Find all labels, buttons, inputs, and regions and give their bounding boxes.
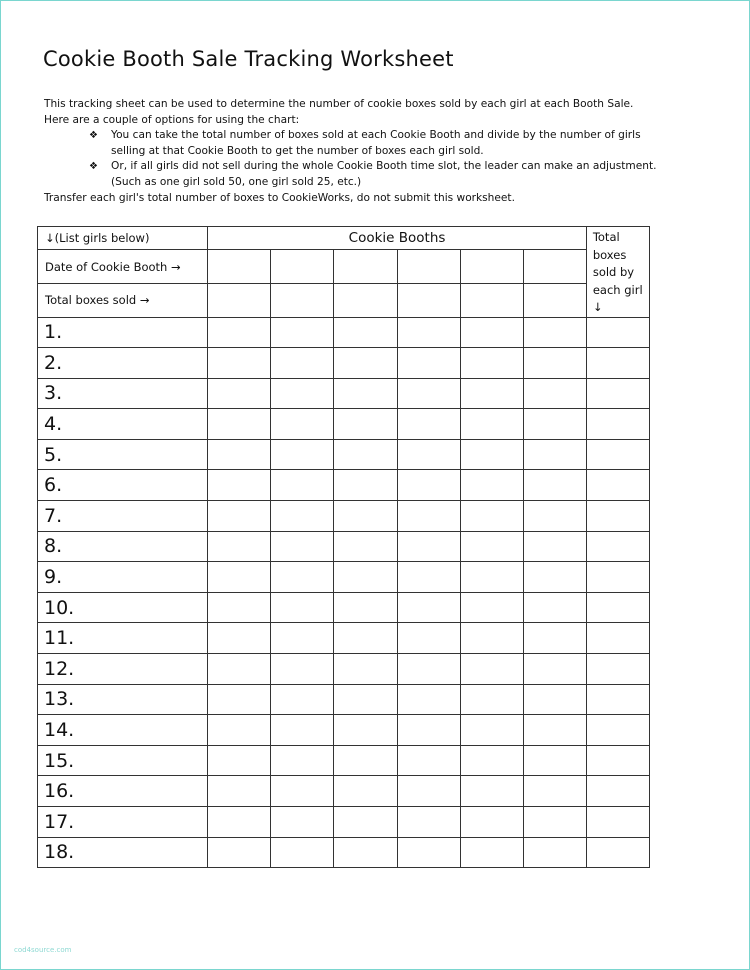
boxes-sold-cell[interactable] <box>397 592 460 623</box>
girl-total-cell[interactable] <box>586 837 649 868</box>
girl-row <box>38 348 650 379</box>
option-text: (Such as one girl sold 50, one girl sold 25, etc.) <box>111 175 362 188</box>
boxes-sold-cell[interactable] <box>208 501 271 532</box>
boxes-sold-cell[interactable] <box>523 439 586 470</box>
boxes-sold-cell[interactable] <box>271 348 334 379</box>
boxes-sold-cell[interactable] <box>208 378 271 409</box>
girl-row <box>38 409 650 440</box>
girl-row-number: 1. <box>38 317 208 348</box>
girl-row <box>38 745 650 776</box>
girl-row-number: 2. <box>38 348 208 379</box>
girl-row <box>38 715 650 746</box>
girl-row <box>38 470 650 501</box>
girl-row <box>38 317 650 348</box>
girl-row-number: 15. <box>38 745 208 776</box>
boxes-sold-cell[interactable] <box>334 592 397 623</box>
boxes-sold-cell[interactable] <box>208 317 271 348</box>
boxes-sold-cell[interactable] <box>334 807 397 838</box>
boxes-sold-cell[interactable] <box>523 623 586 654</box>
boxes-sold-cell[interactable] <box>523 531 586 562</box>
intro-line: Here are a couple of options for using the chart: <box>44 113 300 126</box>
boxes-sold-cell[interactable] <box>523 501 586 532</box>
boxes-sold-cell[interactable] <box>523 807 586 838</box>
boxes-sold-cell[interactable] <box>271 623 334 654</box>
boxes-sold-cell[interactable] <box>271 592 334 623</box>
boxes-sold-cell[interactable] <box>523 837 586 868</box>
girl-total-cell[interactable] <box>586 501 649 532</box>
boxes-sold-cell[interactable] <box>523 409 586 440</box>
date-cell[interactable] <box>208 250 271 284</box>
girl-total-cell[interactable] <box>586 439 649 470</box>
boxes-sold-cell[interactable] <box>334 715 397 746</box>
boxes-sold-cell[interactable] <box>271 562 334 593</box>
boxes-sold-cell[interactable] <box>208 623 271 654</box>
girl-total-cell[interactable] <box>586 807 649 838</box>
date-of-booth-label: Date of Cookie Booth → <box>38 250 208 284</box>
boxes-sold-cell[interactable] <box>397 807 460 838</box>
girl-row-number: 14. <box>38 715 208 746</box>
boxes-sold-cell[interactable] <box>397 470 460 501</box>
boxes-sold-cell[interactable] <box>523 378 586 409</box>
girl-row-number: 12. <box>38 654 208 685</box>
girl-total-cell[interactable] <box>586 684 649 715</box>
girl-total-cell[interactable] <box>586 409 649 440</box>
girl-row-number: 3. <box>38 378 208 409</box>
girl-row-number: 13. <box>38 684 208 715</box>
girl-row-number: 7. <box>38 501 208 532</box>
boxes-sold-cell[interactable] <box>460 592 523 623</box>
boxes-sold-cell[interactable] <box>460 654 523 685</box>
boxes-sold-cell[interactable] <box>397 623 460 654</box>
boxes-sold-cell[interactable] <box>523 592 586 623</box>
date-cell[interactable] <box>523 250 586 284</box>
boxes-sold-cell[interactable] <box>334 501 397 532</box>
boxes-sold-cell[interactable] <box>271 378 334 409</box>
boxes-sold-cell[interactable] <box>208 409 271 440</box>
boxes-sold-cell[interactable] <box>460 470 523 501</box>
boxes-sold-cell[interactable] <box>271 439 334 470</box>
boxes-sold-cell[interactable] <box>334 409 397 440</box>
total-header-line: boxes <box>592 247 627 262</box>
boxes-sold-cell[interactable] <box>523 684 586 715</box>
tracking-table <box>37 226 650 868</box>
transfer-note: Transfer each girl's total number of boxes to CookieWorks, do not submit this worksheet. <box>44 191 515 204</box>
total-header-line: each girl <box>592 282 643 297</box>
boxes-sold-cell[interactable] <box>271 837 334 868</box>
boxes-sold-cell[interactable] <box>460 531 523 562</box>
boxes-sold-cell[interactable] <box>460 439 523 470</box>
boxes-sold-cell[interactable] <box>460 317 523 348</box>
boxes-sold-cell[interactable] <box>460 378 523 409</box>
girl-row <box>38 623 650 654</box>
boxes-sold-cell[interactable] <box>208 562 271 593</box>
option-item <box>89 128 684 159</box>
total-header-line: sold by <box>592 265 635 279</box>
diamond-bullet-icon: ❖ <box>89 161 98 173</box>
date-cell[interactable] <box>397 250 460 284</box>
girl-total-cell[interactable] <box>586 348 649 379</box>
total-header-line: Total <box>592 230 620 244</box>
boxes-sold-cell[interactable] <box>334 317 397 348</box>
girl-row-number: 16. <box>38 776 208 807</box>
boxes-sold-cell[interactable] <box>460 623 523 654</box>
option-text: Or, if all girls did not sell during the whole Cookie Booth time slot, the leader can make an adjustment. <box>111 160 657 173</box>
boxes-sold-cell[interactable] <box>460 837 523 868</box>
boxes-sold-cell[interactable] <box>397 715 460 746</box>
boxes-sold-cell[interactable] <box>460 684 523 715</box>
boxes-sold-cell[interactable] <box>397 776 460 807</box>
date-cell[interactable] <box>334 250 397 284</box>
girl-total-cell[interactable] <box>586 562 649 593</box>
girl-row-number: 10. <box>38 592 208 623</box>
girl-total-cell[interactable] <box>586 623 649 654</box>
boxes-sold-cell[interactable] <box>460 807 523 838</box>
boxes-sold-cell[interactable] <box>271 409 334 440</box>
boxes-sold-cell[interactable] <box>208 348 271 379</box>
option-item <box>89 159 684 190</box>
boxes-sold-cell[interactable] <box>397 317 460 348</box>
booth-total-cell[interactable] <box>208 284 271 317</box>
boxes-sold-cell[interactable] <box>460 501 523 532</box>
girl-row-number: 4. <box>38 409 208 440</box>
booth-total-cell[interactable] <box>460 284 523 317</box>
boxes-sold-cell[interactable] <box>523 745 586 776</box>
girl-total-cell[interactable] <box>586 654 649 685</box>
boxes-sold-cell[interactable] <box>460 745 523 776</box>
boxes-sold-cell[interactable] <box>523 654 586 685</box>
girl-row <box>38 776 650 807</box>
boxes-sold-cell[interactable] <box>523 470 586 501</box>
watermark: cod4source.com <box>14 946 72 954</box>
boxes-sold-cell[interactable] <box>460 776 523 807</box>
boxes-sold-cell[interactable] <box>208 807 271 838</box>
boxes-sold-cell[interactable] <box>397 348 460 379</box>
girl-row-number: 5. <box>38 439 208 470</box>
boxes-sold-cell[interactable] <box>208 745 271 776</box>
boxes-sold-cell[interactable] <box>334 470 397 501</box>
boxes-sold-cell[interactable] <box>208 715 271 746</box>
boxes-sold-cell[interactable] <box>523 562 586 593</box>
girl-row <box>38 562 650 593</box>
boxes-sold-cell[interactable] <box>523 715 586 746</box>
intro-line: This tracking sheet can be used to determine the number of cookie boxes sold by each girl at each Booth Sale. <box>44 98 634 110</box>
boxes-sold-cell[interactable] <box>460 348 523 379</box>
boxes-sold-cell[interactable] <box>397 409 460 440</box>
girl-row <box>38 837 650 868</box>
boxes-sold-cell[interactable] <box>460 409 523 440</box>
boxes-sold-cell[interactable] <box>271 776 334 807</box>
boxes-sold-cell[interactable] <box>208 470 271 501</box>
boxes-sold-cell[interactable] <box>208 531 271 562</box>
boxes-sold-cell[interactable] <box>334 531 397 562</box>
cookie-booths-header: Cookie Booths <box>208 227 587 250</box>
boxes-sold-cell[interactable] <box>334 562 397 593</box>
boxes-sold-cell[interactable] <box>334 623 397 654</box>
boxes-sold-cell[interactable] <box>208 592 271 623</box>
boxes-sold-cell[interactable] <box>334 776 397 807</box>
boxes-sold-cell[interactable] <box>334 439 397 470</box>
boxes-sold-cell[interactable] <box>523 348 586 379</box>
girl-row <box>38 439 650 470</box>
boxes-sold-cell[interactable] <box>460 562 523 593</box>
girl-row-number: 9. <box>38 562 208 593</box>
girl-row-number: 8. <box>38 531 208 562</box>
boxes-sold-cell[interactable] <box>397 378 460 409</box>
girl-row <box>38 684 650 715</box>
date-cell[interactable] <box>271 250 334 284</box>
girl-row <box>38 501 650 532</box>
option-text: selling at that Cookie Booth to get the number of boxes each girl sold. <box>111 144 484 157</box>
girl-total-cell[interactable] <box>586 776 649 807</box>
boxes-sold-cell[interactable] <box>397 837 460 868</box>
boxes-sold-cell[interactable] <box>397 654 460 685</box>
boxes-sold-cell[interactable] <box>397 745 460 776</box>
boxes-sold-cell[interactable] <box>397 439 460 470</box>
girl-row <box>38 592 650 623</box>
girl-total-cell[interactable] <box>586 531 649 562</box>
boxes-sold-cell[interactable] <box>208 776 271 807</box>
boxes-sold-cell[interactable] <box>271 317 334 348</box>
booth-total-cell[interactable] <box>523 284 586 317</box>
down-arrow-icon: ↓ <box>592 300 603 314</box>
girl-row <box>38 531 650 562</box>
boxes-sold-cell[interactable] <box>271 684 334 715</box>
boxes-sold-cell[interactable] <box>334 378 397 409</box>
boxes-sold-cell[interactable] <box>334 837 397 868</box>
boxes-sold-cell[interactable] <box>208 837 271 868</box>
instructions <box>44 97 684 206</box>
boxes-sold-cell[interactable] <box>397 501 460 532</box>
boxes-sold-cell[interactable] <box>523 317 586 348</box>
date-cell[interactable] <box>460 250 523 284</box>
document-title: Cookie Booth Sale Tracking Worksheet <box>43 47 454 71</box>
boxes-sold-cell[interactable] <box>334 684 397 715</box>
girl-total-cell[interactable] <box>586 378 649 409</box>
boxes-sold-cell[interactable] <box>460 715 523 746</box>
boxes-sold-cell[interactable] <box>271 745 334 776</box>
total-boxes-sold-label: Total boxes sold → <box>38 284 208 317</box>
girl-total-cell[interactable] <box>586 745 649 776</box>
option-text: You can take the total number of boxes sold at each Cookie Booth and divide by the number of girls <box>111 129 641 142</box>
girl-row <box>38 654 650 685</box>
girl-total-cell[interactable] <box>586 592 649 623</box>
girl-total-cell[interactable] <box>586 317 649 348</box>
boxes-sold-cell[interactable] <box>397 531 460 562</box>
girl-row-number: 18. <box>38 837 208 868</box>
boxes-sold-cell[interactable] <box>208 439 271 470</box>
boxes-sold-cell[interactable] <box>397 684 460 715</box>
girl-row <box>38 807 650 838</box>
boxes-sold-cell[interactable] <box>208 654 271 685</box>
girl-row-number: 6. <box>38 470 208 501</box>
girl-total-cell[interactable] <box>586 470 649 501</box>
diamond-bullet-icon: ❖ <box>89 130 98 142</box>
boxes-sold-cell[interactable] <box>271 654 334 685</box>
list-girls-header: ↓(List girls below) <box>38 227 208 250</box>
options-list <box>44 128 684 190</box>
boxes-sold-cell[interactable] <box>271 715 334 746</box>
boxes-sold-cell[interactable] <box>271 470 334 501</box>
girl-total-cell[interactable] <box>586 715 649 746</box>
boxes-sold-cell[interactable] <box>271 807 334 838</box>
booth-total-cell[interactable] <box>271 284 334 317</box>
boxes-sold-cell[interactable] <box>208 684 271 715</box>
boxes-sold-cell[interactable] <box>334 654 397 685</box>
boxes-sold-cell[interactable] <box>271 531 334 562</box>
girl-row-number: 17. <box>38 807 208 838</box>
boxes-sold-cell[interactable] <box>271 501 334 532</box>
booth-total-cell[interactable] <box>334 284 397 317</box>
booth-total-cell[interactable] <box>397 284 460 317</box>
boxes-sold-cell[interactable] <box>334 348 397 379</box>
girl-row-number: 11. <box>38 623 208 654</box>
girl-row <box>38 378 650 409</box>
boxes-sold-cell[interactable] <box>523 776 586 807</box>
total-boxes-header <box>586 227 649 318</box>
boxes-sold-cell[interactable] <box>334 745 397 776</box>
boxes-sold-cell[interactable] <box>397 562 460 593</box>
